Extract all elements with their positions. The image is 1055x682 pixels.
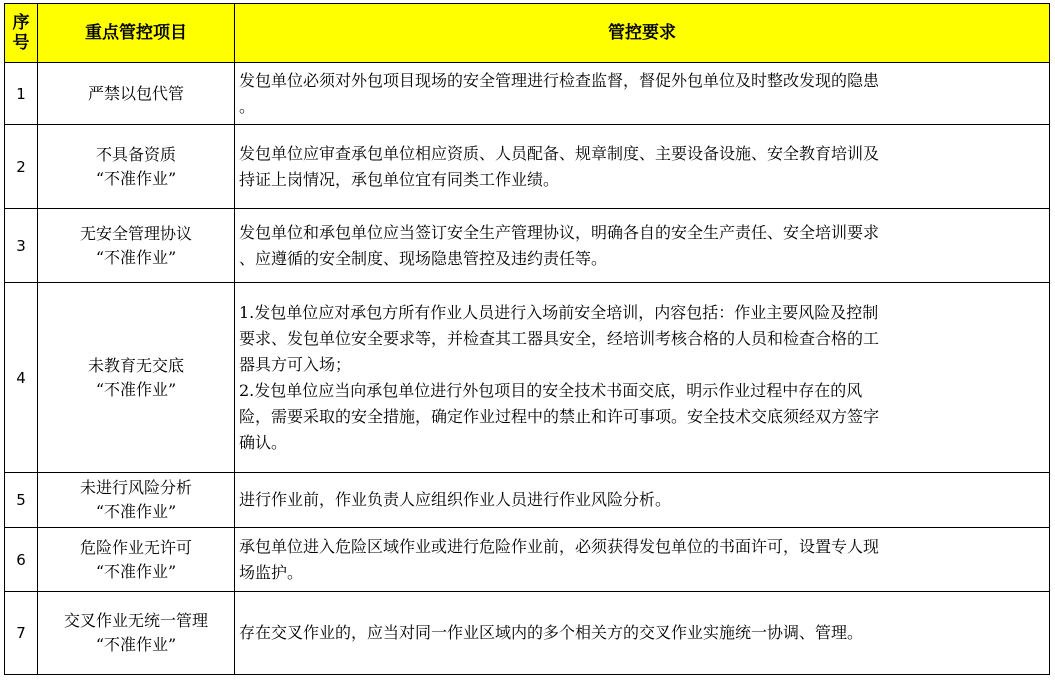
- item-line: 危险作业无许可: [79, 537, 192, 557]
- row-number: 2: [5, 125, 38, 209]
- table-row: [5, 125, 1050, 209]
- requirement-text: [235, 209, 1050, 283]
- requirement-text: [235, 592, 1050, 675]
- table-row: [5, 473, 1050, 528]
- item-line: “不准作业”: [95, 247, 177, 267]
- table-row: [5, 63, 1050, 125]
- control-item: [38, 63, 235, 125]
- req-line: 。: [239, 96, 256, 116]
- req-line: 器具方可入场；: [239, 354, 352, 374]
- item-line: “不准作业”: [95, 379, 177, 399]
- req-line: 进行作业前，作业负责人应组织作业人员进行作业风险分析。: [239, 490, 672, 509]
- item-line: 交叉作业无统一管理: [63, 611, 208, 630]
- req-line: 承包单位进入危险区域作业或进行危险作业前，必须获得发包单位的书面许可，设置专人现: [239, 536, 880, 556]
- row-number: 4: [5, 283, 38, 473]
- req-line: 场监护。: [239, 562, 304, 582]
- header-row: [5, 4, 1050, 63]
- req-line: 发包单位和承包单位应当签订安全生产管理协议，明确各自的安全生产责任、安全培训要求: [239, 222, 880, 242]
- control-requirements-table: [4, 3, 1050, 675]
- req-line: 存在交叉作业的，应当对同一作业区域内的多个相关方的交叉作业实施统一协调、管理。: [239, 623, 864, 642]
- row-number: 1: [5, 63, 38, 125]
- req-line: 持证上岗情况，承包单位宜有同类工作业绩。: [239, 169, 560, 189]
- item-line: 严禁以包代管: [87, 83, 184, 103]
- control-item: [38, 283, 235, 473]
- table-row: [5, 592, 1050, 675]
- control-item: [38, 592, 235, 675]
- requirement-text: [235, 63, 1050, 125]
- table-row: [5, 528, 1050, 592]
- req-line: 发包单位必须对外包项目现场的安全管理进行检查监督，督促外包单位及时整改发现的隐患: [239, 70, 880, 90]
- item-line: 无安全管理协议: [79, 223, 192, 243]
- requirement-text: [235, 283, 1050, 473]
- control-item: [38, 473, 235, 528]
- header-item: 重点管控项目: [38, 4, 235, 63]
- control-item: [38, 528, 235, 592]
- req-line: 2.发包单位应当向承包单位进行外包项目的安全技术书面交底，明示作业过程中存在的风: [239, 380, 863, 400]
- row-number: 6: [5, 528, 38, 592]
- item-line: “不准作业”: [95, 561, 177, 581]
- req-line: 发包单位应审查承包单位相应资质、人员配备、规章制度、主要设备设施、安全教育培训及: [239, 143, 880, 163]
- row-number: 7: [5, 592, 38, 675]
- requirement-text: [235, 473, 1050, 528]
- item-line: “不准作业”: [95, 502, 177, 521]
- req-line: 、应遵循的安全制度、现场隐患管控及违约责任等。: [239, 248, 608, 268]
- req-line: 确认。: [239, 432, 288, 452]
- item-line: 未教育无交底: [87, 355, 184, 375]
- req-line: 险，需要采取的安全措施，确定作业过程中的禁止和许可事项。安全技术交底须经双方签字: [239, 406, 880, 426]
- table-row: [5, 283, 1050, 473]
- requirement-text: [235, 125, 1050, 209]
- control-item: [38, 209, 235, 283]
- header-seq: 序号: [5, 4, 38, 63]
- table-row: [5, 209, 1050, 283]
- row-number: 3: [5, 209, 38, 283]
- item-line: “不准作业”: [95, 168, 177, 188]
- header-requirement: 管控要求: [235, 4, 1050, 63]
- item-line: “不准作业”: [95, 635, 177, 654]
- req-line: 1.发包单位应对承包方所有作业人员进行入场前安全培训，内容包括：作业主要风险及控制: [239, 302, 879, 322]
- req-line: 要求、发包单位安全要求等，并检查其工器具安全，经培训考核合格的人员和检查合格的工: [239, 328, 880, 348]
- item-line: 不具备资质: [95, 144, 176, 164]
- item-line: 未进行风险分析: [79, 478, 192, 497]
- requirement-text: [235, 528, 1050, 592]
- control-item: [38, 125, 235, 209]
- row-number: 5: [5, 473, 38, 528]
